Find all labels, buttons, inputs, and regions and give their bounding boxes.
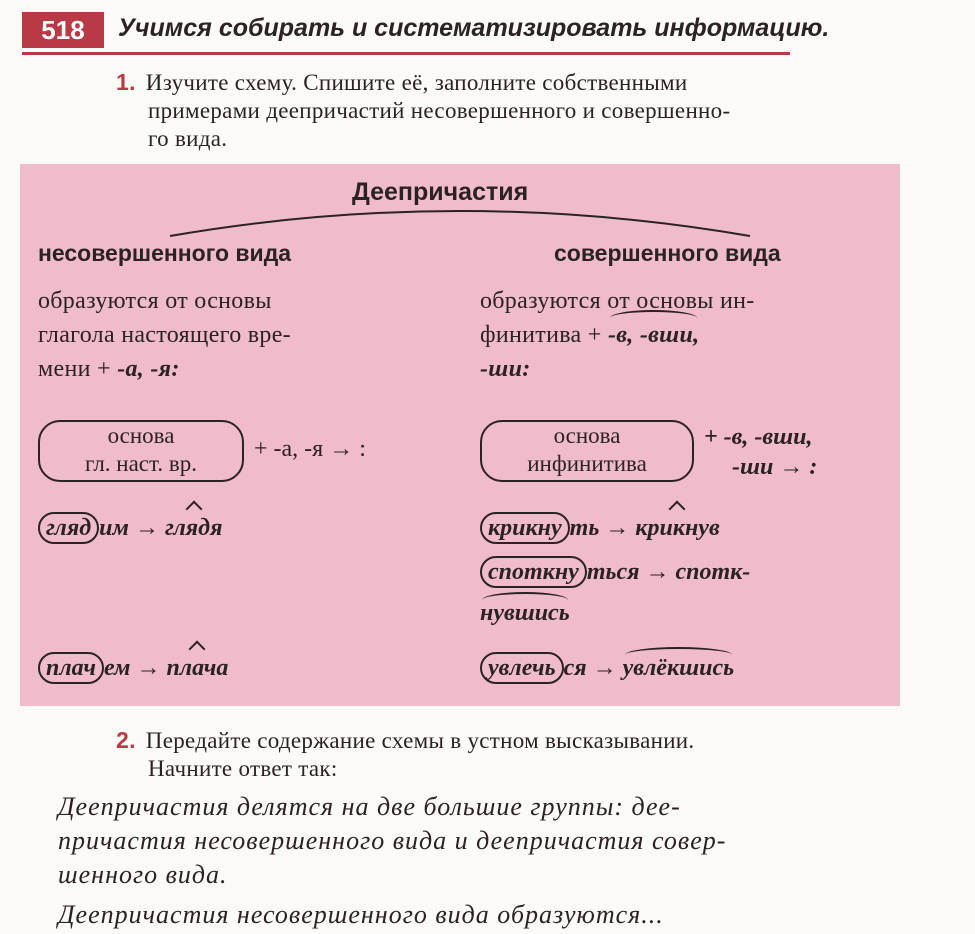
right-desc-line-1: образуются от основы ин- [480,288,755,314]
left-suffixes: -а, -я: [117,356,180,382]
left-ex2-ending: ем [103,655,131,681]
left-example-1 [38,512,222,544]
answer-line-1: Деепричастия делятся на две большие группы: дее- [58,792,681,821]
task-1-line-1: Изучите схему. Спишите её, заполните собственными [145,70,688,95]
task-2-line-1: Передайте содержание схемы в устном высказывании. [145,728,695,753]
task-1 [116,68,730,153]
left-stem-pill [38,420,244,482]
answer-last-line: Деепричастия несовершенного вида образуются... [58,900,664,929]
left-example-2 [38,652,228,684]
right-ex2-ending: ться [586,559,640,585]
left-pill-line-2: гл. наст. вр. [85,451,197,476]
task-2 [116,726,694,783]
exercise-number: 518 [22,12,104,48]
left-ex2-root: плач [38,652,104,684]
right-ex2-result-1: спотк- [675,559,751,585]
right-ex2-arrow: → [645,559,670,585]
right-ex2-result-2: нувшись [480,600,570,626]
exercise-header [18,8,830,54]
left-desc-line-2: глагола настоящего вре- [38,322,291,348]
left-ex1-root: гляд [38,512,99,544]
task-1-line-3: го вида. [148,126,228,151]
right-example-2-cont [480,600,570,627]
left-description [38,284,438,386]
exercise-title: Учимся собирать и систематизировать информацию. [118,14,830,42]
task-2-number: 2. [116,727,136,753]
right-description [480,284,890,386]
left-ex1-result: глядя [164,515,223,541]
right-pill-line-1: основа [553,423,621,448]
right-stem-pill [480,420,694,482]
left-desc-line-3: мени + [38,356,111,382]
right-ex3-ending: ся [563,655,587,681]
left-ex1-arrow: → [134,515,159,541]
left-ex2-result: плача [166,655,229,681]
left-pill-line-1: основа [107,423,175,448]
answer-line-3: шенного вида. [58,860,228,889]
right-example-2 [480,556,750,588]
right-ex1-ending: ть [569,515,600,541]
right-ex1-result: крикнув [635,515,720,541]
right-suffixes-1: -в, -вши, [608,318,699,352]
task-1-number: 1. [116,69,136,95]
header-divider [22,52,790,55]
right-example-1 [480,512,720,544]
left-ex2-arrow: → [136,655,161,681]
right-ex3-root: увлечь [480,652,564,684]
scheme-panel [20,164,900,706]
right-ex1-root: крикну [480,512,570,544]
right-ex2-root: споткну [480,556,587,588]
task-1-line-2: примерами деепричастий несовершенного и совершенно- [148,98,731,123]
right-ex3-result: увлёкшись [622,655,735,681]
right-heading: совершенного вида [554,240,781,266]
left-ex1-ending: им [99,515,129,541]
right-formula-line-1: + -в, -вши, [704,424,813,450]
right-formula [704,422,817,482]
right-ex1-arrow: → [605,515,630,541]
right-formula-line-2: -ши → : [732,454,818,480]
scheme-branch-arc [20,164,900,244]
scheme-title: Деепричастия [352,178,529,206]
left-formula: + -а, -я → : [254,436,366,462]
answer-line-2: причастия несовершенного вида и деепричастия совер- [58,826,727,855]
answer-sample [58,790,726,932]
task-2-line-2: Начните ответ так: [148,756,338,781]
right-desc-line-2: финитива + [480,322,602,348]
branch-arc-line [170,211,750,236]
right-suffixes-2: -ши: [480,356,531,382]
left-heading: несовершенного вида [38,240,292,266]
left-desc-line-1: образуются от основы [38,288,272,314]
right-example-3 [480,652,734,684]
right-ex3-arrow: → [592,655,617,681]
right-pill-line-2: инфинитива [527,451,647,476]
